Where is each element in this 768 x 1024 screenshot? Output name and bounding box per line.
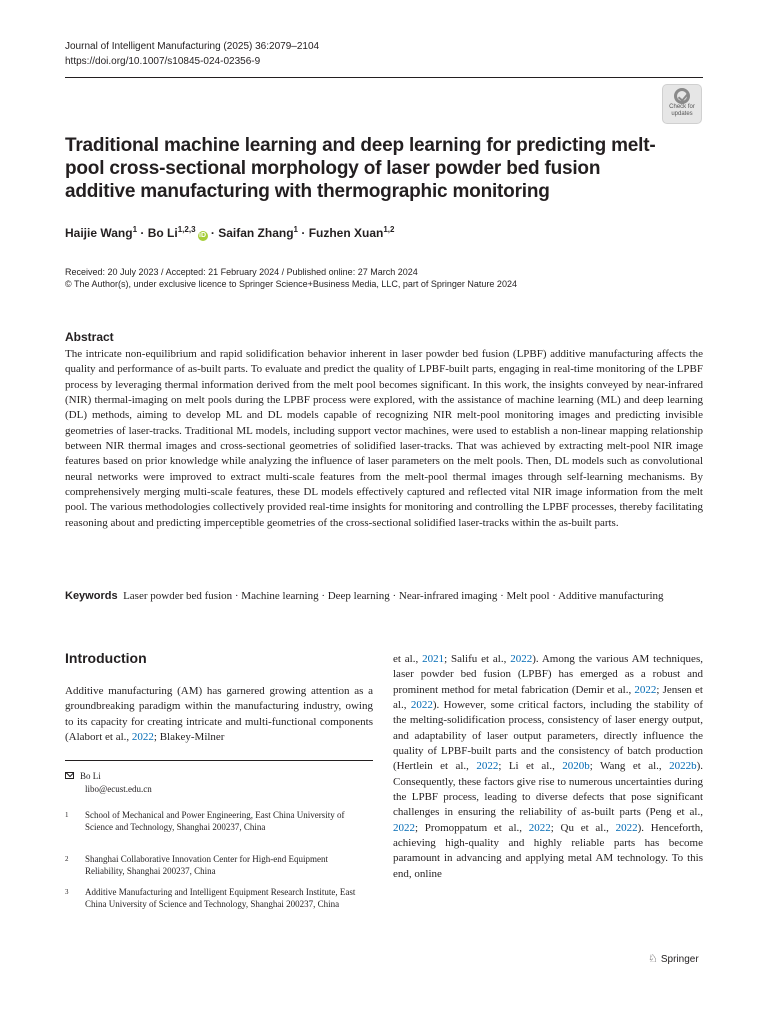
citation-link[interactable]: 2022 (393, 821, 415, 834)
body-text: ). However, some critical factors, including the stability of the melting-solidification process, consistency of laser energy output, and adaptability of laser output parameters, directly influence the quality of LPBF-built parts and the consistency of batch production (Hertlein et al., (393, 699, 703, 773)
author-affiliation: 1 (132, 225, 138, 234)
body-text: Additive manufacturing (AM) has garnered growing attention as a groundbreaking paradigm within the manufacturing industry, owing to its capacity for creating intricate and multi-functional components (Alabort et al., (65, 685, 373, 744)
body-text: ). Among the various AM techniques, laser powder bed fusion (LPBF) has emerged as a robust and prominent method for metal fabrication (Demir et al., (393, 653, 703, 696)
affiliation-number: 1 (65, 811, 69, 819)
affiliation-number: 3 (65, 888, 69, 896)
body-text: ). Consequently, these factors give rise to numerous uncertainties during the LPBF process, leading to diverse defects that pose significant challenges in ensuring the reliability of as-built parts (Peng et al., (393, 760, 703, 819)
keywords-line (65, 589, 703, 605)
introduction-heading: Introduction (65, 650, 147, 666)
author-affiliation: 1 (293, 225, 298, 234)
introduction-left-column (65, 684, 373, 745)
paper-title: Traditional machine learning and deep learning for predicting melt-pool cross-sectional morphology of laser powder bed fusion additive manufacturing with thermographic monitoring (65, 135, 656, 202)
affiliation-text: School of Mechanical and Power Engineering, East China University of Science and Technology, Shanghai 200237, China (85, 810, 345, 832)
body-text: ; Blakey-Milner (153, 731, 225, 744)
affiliation-2 (65, 853, 365, 877)
citation-link[interactable]: 2021 (422, 653, 445, 665)
citation-link[interactable]: 2022 (131, 731, 154, 744)
author-name[interactable]: Haijie Wang (65, 226, 133, 240)
badge-line-2: updates (671, 111, 693, 117)
doi-link[interactable]: https://doi.org/10.1007/s10845-024-02356-9 (65, 56, 261, 67)
header-rule (65, 77, 703, 78)
copyright-line: © The Author(s), under exclusive licence to Springer Science+Business Media, LLC, part of Springer Nature 2024 (65, 279, 517, 289)
body-text: ; Promoppatum et al., (415, 821, 529, 834)
citation-link[interactable]: 2022 (634, 683, 657, 696)
contact-name: Bo Li (80, 771, 101, 781)
citation-link[interactable]: 2022 (615, 821, 638, 834)
envelope-icon (65, 772, 74, 779)
journal-header (65, 39, 319, 69)
springer-horse-icon: ♘ (648, 953, 658, 965)
body-text: ; Qu et al., (550, 821, 616, 834)
author-affiliation: 1,2,3 (177, 225, 196, 234)
body-text: ; Li et al., (498, 760, 563, 773)
publication-dates (65, 266, 517, 290)
journal-citation: Journal of Intelligent Manufacturing (2025) 36:2079–2104 (65, 41, 320, 52)
affiliation-1 (65, 809, 365, 833)
introduction-right-column (393, 652, 703, 882)
body-text: et al., (393, 653, 423, 665)
author-affiliation: 1,2 (383, 225, 395, 234)
citation-link[interactable]: 2022b (669, 760, 697, 773)
body-text: ; Salifu et al., (444, 653, 511, 665)
contact-email[interactable]: libo@ecust.edu.cn (85, 784, 152, 794)
abstract-heading: Abstract (65, 330, 114, 344)
author-name[interactable]: Fuzhen Xuan (308, 226, 384, 240)
citation-link[interactable]: 2020b (562, 760, 590, 773)
orcid-icon[interactable]: iD (199, 232, 207, 239)
author-list: Haijie Wang$^1$ · Bo Li$^{1,2,3}$iD · Saifan Zhang$^1$ · Fuzhen Xuan$^{1,2}$ (65, 225, 395, 240)
affiliation-number: 2 (65, 855, 69, 863)
body-text: ; Jensen et al., (393, 683, 703, 712)
keywords-text: Laser powder bed fusion · Machine learning · Deep learning · Near-infrared imaging · Melt pool · Additive manufacturing (123, 590, 664, 602)
body-text: ; Wang et al., (589, 760, 670, 773)
citation-link[interactable]: 2022 (410, 699, 433, 712)
body-text: ). Henceforth, achieving high-quality and highly reliable parts has become paramount in advancing and applying metal AM technology. To this end, online (393, 821, 703, 880)
affiliation-3 (65, 886, 365, 910)
history-dates: Received: 20 July 2023 / Accepted: 21 February 2024 / Published online: 27 March 2024 (65, 267, 418, 277)
affiliation-text: Shanghai Collaborative Innovation Center for High-end Equipment Reliability, Shanghai 200237, China (85, 854, 328, 876)
corresponding-author (65, 770, 152, 796)
author-name[interactable]: Bo Li (147, 226, 178, 240)
author-name[interactable]: Saifan Zhang (218, 226, 294, 240)
citation-link[interactable]: 2022 (528, 821, 551, 834)
springer-footer (648, 952, 699, 965)
keywords-label: Keywords (65, 590, 118, 602)
citation-link[interactable]: 2022 (476, 760, 499, 773)
badge-line-1: Check for (669, 104, 695, 110)
affiliation-text: Additive Manufacturing and Intelligent Equipment Research Institute, East China University of Science and Technology, Shanghai 200237, China (85, 887, 356, 909)
abstract-text: The intricate non-equilibrium and rapid solidification behavior inherent in laser powder bed fusion (LPBF) additive manufacturing affects the quality and performance of as-built parts. To evaluate and predict the quality of LPBF-built parts, engaging in real-time monitoring of the LPBF process by leveraging thermal information derived from the melt pool becomes significant. In this work, the insights conveyed by near-infrared (NIR) thermal-imaging on melt pools during the LPBF process were explored, with the assistance of machine learning (ML) and deep learning (DL) methods, aiming to develop ML and DL models capable of recognizing NIR melt-pool monitoring images and predicting invisible geometries of laser-tracks. Traditional ML models, including support vector machines, were used to establish a non-linear mapping relationship between NIR thermal images and cross-sectional geometries of solidified laser-tracks. That was achieved by extracting melt-pool NIR image features based on prior knowledge while analyzing the influence of laser parameters on the melt pools. Then, DL models such as convolutional neural networks were improved to extract multi-scale features from the melt-pool thermal images through self-learning mechanisms. By comprehensively merging multi-scale features, these DL models effectively captured and reflected vital NIR image information from the melt pool. The various methodologies collectively provided real-time insights for monitoring and controlling the LPBF processes, thereby facilitating reasoning about and predicting imperceptible geometries of the cross-sectional solidified laser-tracks within the as-built parts. (65, 348, 703, 529)
footnote-rule (65, 760, 373, 761)
check-updates-icon (674, 88, 690, 104)
check-for-updates-badge[interactable] (662, 84, 702, 124)
publisher-name: Springer (660, 954, 699, 965)
citation-link[interactable]: 2022 (510, 653, 533, 665)
